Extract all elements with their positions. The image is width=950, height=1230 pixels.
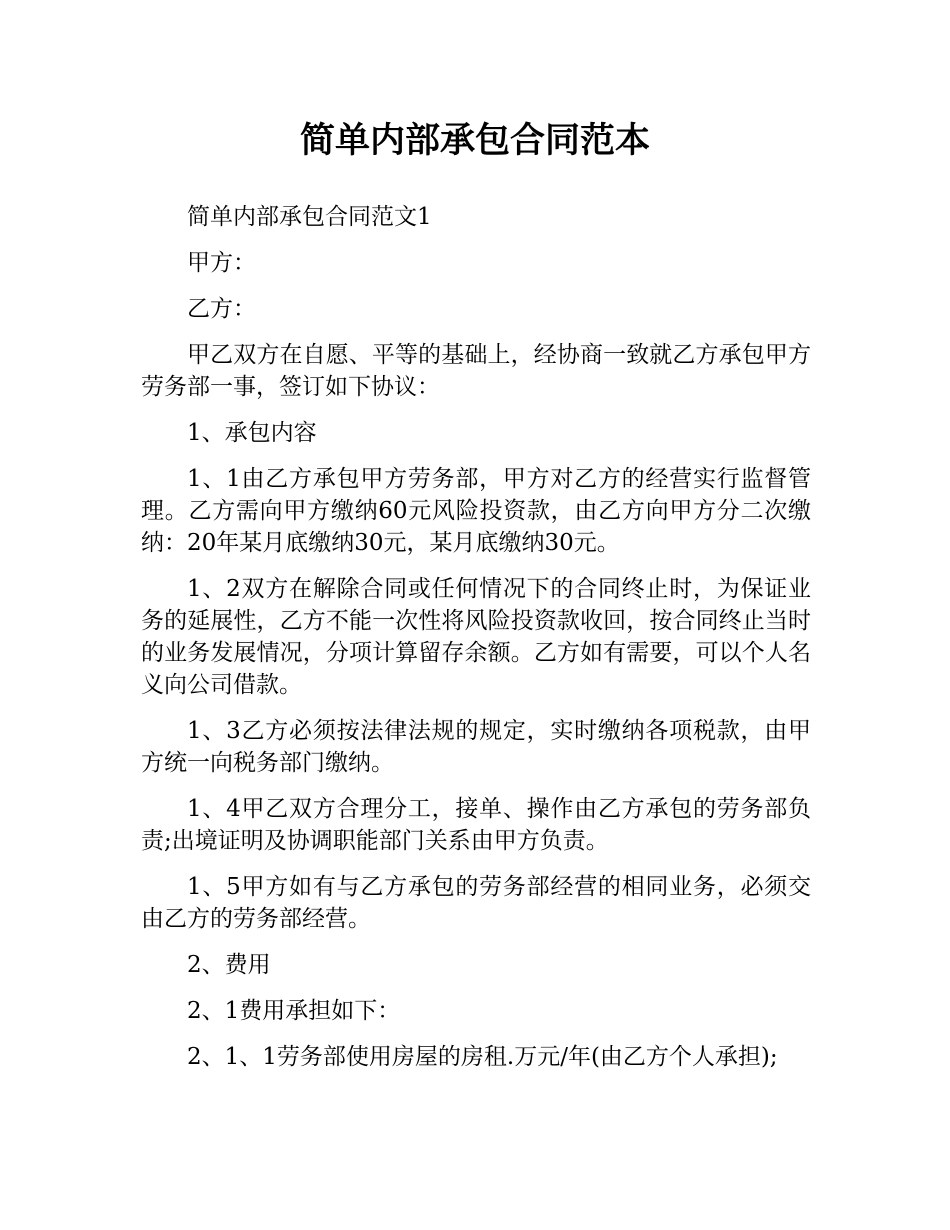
paragraph-party-b: 乙方： <box>187 296 256 322</box>
section-heading-fees: 2、费用 <box>187 952 271 978</box>
paragraph-sample-heading: 简单内部承包合同范文1 <box>187 204 432 230</box>
section-heading-contract-content: 1、承包内容 <box>187 420 317 446</box>
clause-1-2: 1、2双方在解除合同或任何情况下的合同终止时，为保证业务的延展性，乙方不能一次性将风险投资款收回，按合同终止当时的业务发展情况，分项计算留存余额。乙方如有需要，可以个人名义向公司借款。 <box>141 576 811 698</box>
paragraph-party-a: 甲方： <box>187 250 256 276</box>
clause-1-3: 1、3乙方必须按法律法规的规定，实时缴纳各项税款，由甲方统一向税务部门缴纳。 <box>141 718 811 776</box>
clause-2-1-1: 2、1、1劳务部使用房屋的房租.万元/年(由乙方个人承担); <box>187 1044 778 1070</box>
clause-2-1: 2、1费用承担如下： <box>187 998 401 1024</box>
clause-1-1: 1、1由乙方承包甲方劳务部，甲方对乙方的经营实行监督管理。乙方需向甲方缴纳60元风险投资款，由乙方向甲方分二次缴纳：20年某月底缴纳30元，某月底缴纳30元。 <box>141 466 811 556</box>
paragraph-preamble: 甲乙双方在自愿、平等的基础上，经协商一致就乙方承包甲方劳务部一事，签订如下协议： <box>141 342 811 400</box>
document-body <box>141 201 811 1087</box>
clause-1-5: 1、5甲方如有与乙方承包的劳务部经营的相同业务，必须交由乙方的劳务部经营。 <box>141 874 811 932</box>
clause-1-4: 1、4甲乙双方合理分工，接单、操作由乙方承包的劳务部负责;出境证明及协调职能部门关系由甲方负责。 <box>141 796 811 854</box>
document-title: 简单内部承包合同范本 <box>299 121 650 161</box>
